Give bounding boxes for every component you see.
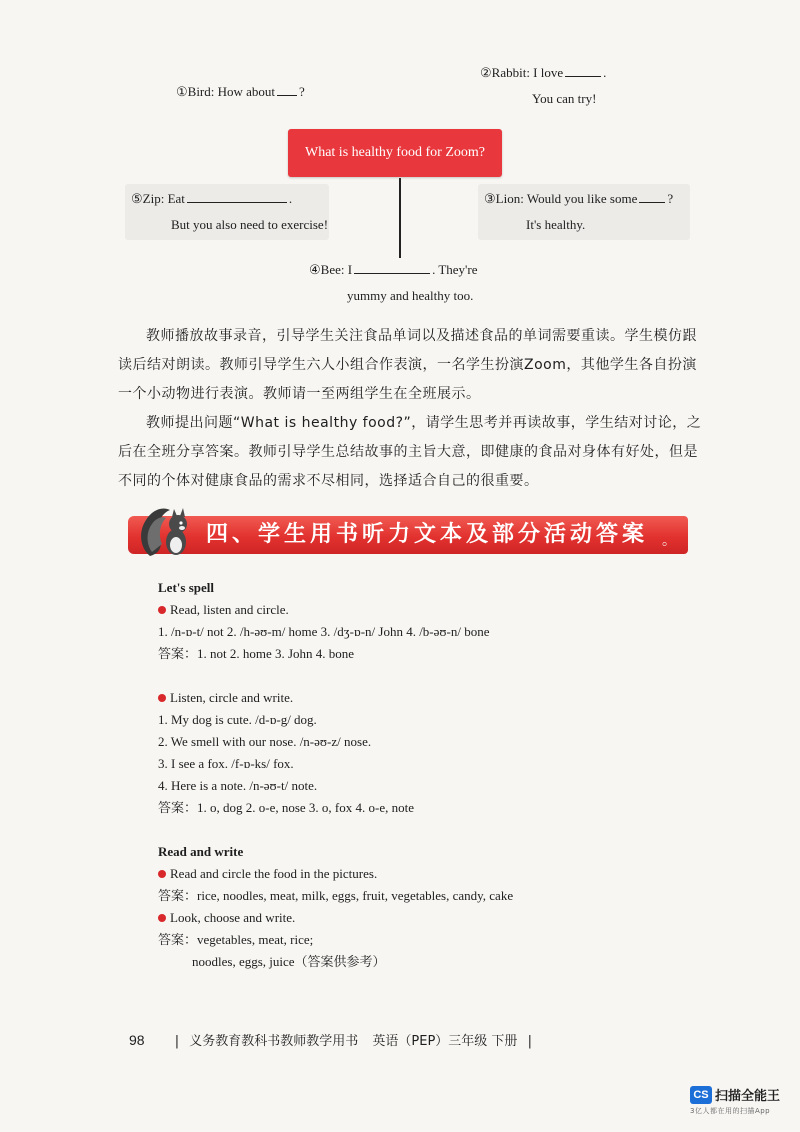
bird-label: ①Bird: How about: [176, 84, 276, 99]
paragraph-1: 教师播放故事录音，引导学生关注食品单词以及描述食品的单词需要重读。学生模仿跟读后结对朗读。教师引导学生六人小组合作表演，一名学生扮演Zoom，其他学生各自扮演一个小动物进行表演。教师请一至两组学生在全班展示。: [118, 328, 697, 402]
scanner-watermark: [690, 1085, 780, 1116]
spell-answer-2: 答案：1. o, dog 2. o-e, nose 3. o, fox 4. o-e, note: [158, 800, 414, 815]
answers-section: [158, 577, 513, 973]
spell-line: 2. We smell with our nose. /n-əʊ-z/ nose.: [158, 734, 372, 749]
bullet-icon: [158, 870, 166, 878]
connector-line: [399, 178, 401, 258]
section-title-dot: 。: [662, 534, 676, 549]
bee-bubble: [309, 257, 477, 309]
spell-line: 4. Here is a note. /n-əʊ-t/ note.: [158, 778, 318, 793]
paragraph-2: 教师提出问题“What is healthy food?”，请学生思考并再读故事，学生结对讨论，之后在全班分享答案。教师引导学生总结故事的主旨大意，即健康的食品对身体有好处，但是不同的个体对健康食品的需求不尽相同，选择适合自己的很重要。: [118, 415, 702, 489]
squirrel-icon: [136, 498, 200, 562]
zip-end: .: [288, 191, 293, 206]
rw-task-2-text: Look, choose and write.: [170, 910, 296, 925]
rabbit-bubble: [480, 60, 606, 112]
section-title: 四、学生用书听力文本及部分活动答案: [206, 522, 649, 547]
lion-blank: [639, 188, 665, 203]
rabbit-label: ②Rabbit: I love: [480, 65, 564, 80]
zip-bubble: [125, 184, 329, 240]
bird-end: ?: [299, 84, 305, 99]
bee-blank: [354, 259, 430, 274]
rw-answer-1: 答案：rice, noodles, meat, milk, eggs, fruit, vegetables, candy, cake: [158, 888, 514, 903]
bee-line2: yummy and healthy too.: [347, 288, 474, 303]
center-question: What is healthy food for Zoom?: [288, 129, 502, 177]
bird-bubble: [176, 79, 305, 105]
bee-label: ④Bee: I: [309, 262, 353, 277]
spell-answer-1: 答案：1. not 2. home 3. John 4. bone: [158, 646, 355, 661]
bullet-icon: [158, 694, 166, 702]
watermark-name: 扫描全能王: [715, 1089, 781, 1104]
bird-blank: [277, 81, 297, 96]
lion-line2: It's healthy.: [526, 217, 586, 232]
lion-label: ③Lion: Would you like some: [484, 191, 638, 206]
bullet-icon: [158, 606, 166, 614]
page-footer: [129, 1030, 538, 1049]
read-write-heading: Read and write: [158, 844, 244, 859]
zip-line2: But you also need to exercise!: [171, 217, 329, 232]
lion-end: ?: [667, 191, 674, 206]
zip-blank: [187, 188, 287, 203]
footer-separator: |: [174, 1034, 180, 1049]
footer-subject: 英语（PEP）三年级 下册: [372, 1034, 518, 1049]
spell-items-1: 1. /n-ɒ-t/ not 2. /h-əʊ-m/ home 3. /dʒ-ɒ-n/ John 4. /b-əʊ-n/ bone: [158, 624, 490, 639]
camscanner-logo-icon: CS: [690, 1086, 712, 1104]
bullet-icon: [158, 914, 166, 922]
rw-task-2: [158, 907, 513, 929]
rabbit-blank: [565, 62, 601, 77]
footer-separator-end: |: [527, 1034, 532, 1049]
rw-task-1-text: Read and circle the food in the pictures.: [170, 866, 378, 881]
rw-answer-2a: 答案：vegetables, meat, rice;: [158, 932, 314, 947]
rabbit-end: .: [603, 65, 607, 80]
page-number: 98: [129, 1032, 145, 1048]
footer-book: 义务教育教科书教师教学用书: [189, 1034, 359, 1049]
rw-task-1: [158, 863, 513, 885]
watermark-sub: 3亿人都在用的扫描App: [690, 1107, 771, 1115]
rabbit-line2: You can try!: [532, 91, 597, 106]
spell-line: 3. I see a fox. /f-ɒ-ks/ fox.: [158, 756, 294, 771]
lets-spell-heading: Let's spell: [158, 580, 214, 595]
lion-bubble: [478, 184, 690, 240]
zip-label: ⑤Zip: Eat: [131, 191, 185, 206]
spell-task-2-text: Listen, circle and write.: [170, 690, 294, 705]
rw-answer-2b: noodles, eggs, juice（答案供参考）: [192, 954, 386, 969]
spell-task-1: [158, 599, 513, 621]
spell-task-1-text: Read, listen and circle.: [170, 602, 289, 617]
spell-line: 1. My dog is cute. /d-ɒ-g/ dog.: [158, 712, 317, 727]
bee-end: . They're: [432, 262, 478, 277]
spell-task-2: [158, 687, 513, 709]
